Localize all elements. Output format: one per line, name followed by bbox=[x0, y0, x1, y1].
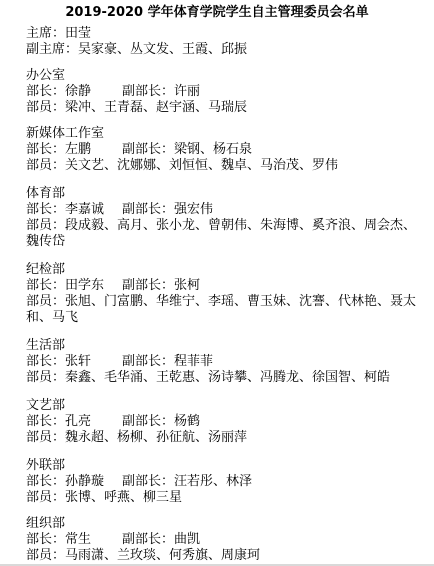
members-line: 部员：张旭、门富鹏、华维宁、李瑶、曹玉妹、沈謇、代林艳、聂太和、马飞 bbox=[26, 294, 417, 325]
department-name: 办公室 bbox=[26, 68, 66, 83]
department-organization bbox=[26, 516, 430, 564]
department-name: 体育部 bbox=[26, 186, 66, 201]
members-line: 部员：张博、呼燕、柳三星 bbox=[26, 490, 183, 505]
department-name: 纪检部 bbox=[26, 262, 66, 277]
head: 部长：李嘉诚 bbox=[26, 202, 105, 217]
department-life bbox=[26, 338, 430, 386]
department-new-media bbox=[26, 126, 430, 174]
head: 部长：左鹏 bbox=[26, 142, 92, 157]
head: 部长：徐静 bbox=[26, 84, 92, 99]
deputy: 副部长：程菲菲 bbox=[122, 354, 214, 369]
department-discipline bbox=[26, 262, 430, 326]
members-line: 部员：关文艺、沈娜娜、刘恒恒、魏卓、马治茂、罗伟 bbox=[26, 158, 339, 173]
department-name: 生活部 bbox=[26, 338, 66, 353]
head: 部长：张轩 bbox=[26, 354, 92, 369]
deputy: 副部长：杨鹤 bbox=[122, 414, 201, 429]
department-name: 文艺部 bbox=[26, 398, 66, 413]
document-title: 2019-2020 学年体育学院学生自主管理委员会名单 bbox=[65, 5, 369, 20]
members-line: 部员：秦鑫、毛华涌、王乾惠、汤诗攀、冯腾龙、徐国智、柯皓 bbox=[26, 370, 391, 385]
chair-line: 主席：田莹 bbox=[26, 26, 92, 41]
head-line bbox=[26, 278, 430, 294]
department-office bbox=[26, 68, 430, 116]
department-arts bbox=[26, 398, 430, 446]
members-line: 部员：马雨潇、兰玫琰、何秀旗、周康珂 bbox=[26, 548, 261, 563]
head: 部长：孔亮 bbox=[26, 414, 92, 429]
head: 部长：田学东 bbox=[26, 278, 105, 293]
leadership-section bbox=[26, 26, 430, 58]
deputy: 副部长：强宏伟 bbox=[122, 202, 214, 217]
deputy: 副部长：梁钢、杨石泉 bbox=[122, 142, 253, 157]
deputy: 副部长：汪若彤、林泽 bbox=[122, 474, 253, 489]
deputy: 副部长：许丽 bbox=[122, 84, 201, 99]
head-line bbox=[26, 532, 430, 548]
head-line bbox=[26, 142, 430, 158]
department-name: 组织部 bbox=[26, 516, 66, 531]
head: 部长：常生 bbox=[26, 532, 92, 547]
head-line bbox=[26, 414, 430, 430]
department-name: 外联部 bbox=[26, 458, 66, 473]
head-line bbox=[26, 474, 430, 490]
members-line: 部员：段成毅、高月、张小龙、曾朝伟、朱海博、奚齐浪、周会杰、魏传岱 bbox=[26, 218, 417, 249]
head-line bbox=[26, 202, 430, 218]
department-external bbox=[26, 458, 430, 506]
deputy: 副部长：曲凯 bbox=[122, 532, 201, 547]
head-line bbox=[26, 84, 430, 100]
vice-chair-line: 副主席：吴家豪、丛文发、王霞、邱振 bbox=[26, 42, 248, 57]
deputy: 副部长：张柯 bbox=[122, 278, 201, 293]
head-line bbox=[26, 354, 430, 370]
members-line: 部员：魏永超、杨柳、孙征航、汤丽萍 bbox=[26, 430, 248, 445]
members-line: 部员：梁冲、王青磊、赵宇涵、马瑞辰 bbox=[26, 100, 248, 115]
head: 部长：孙静璇 bbox=[26, 474, 105, 489]
department-sports bbox=[26, 186, 430, 250]
department-name: 新媒体工作室 bbox=[26, 126, 105, 141]
